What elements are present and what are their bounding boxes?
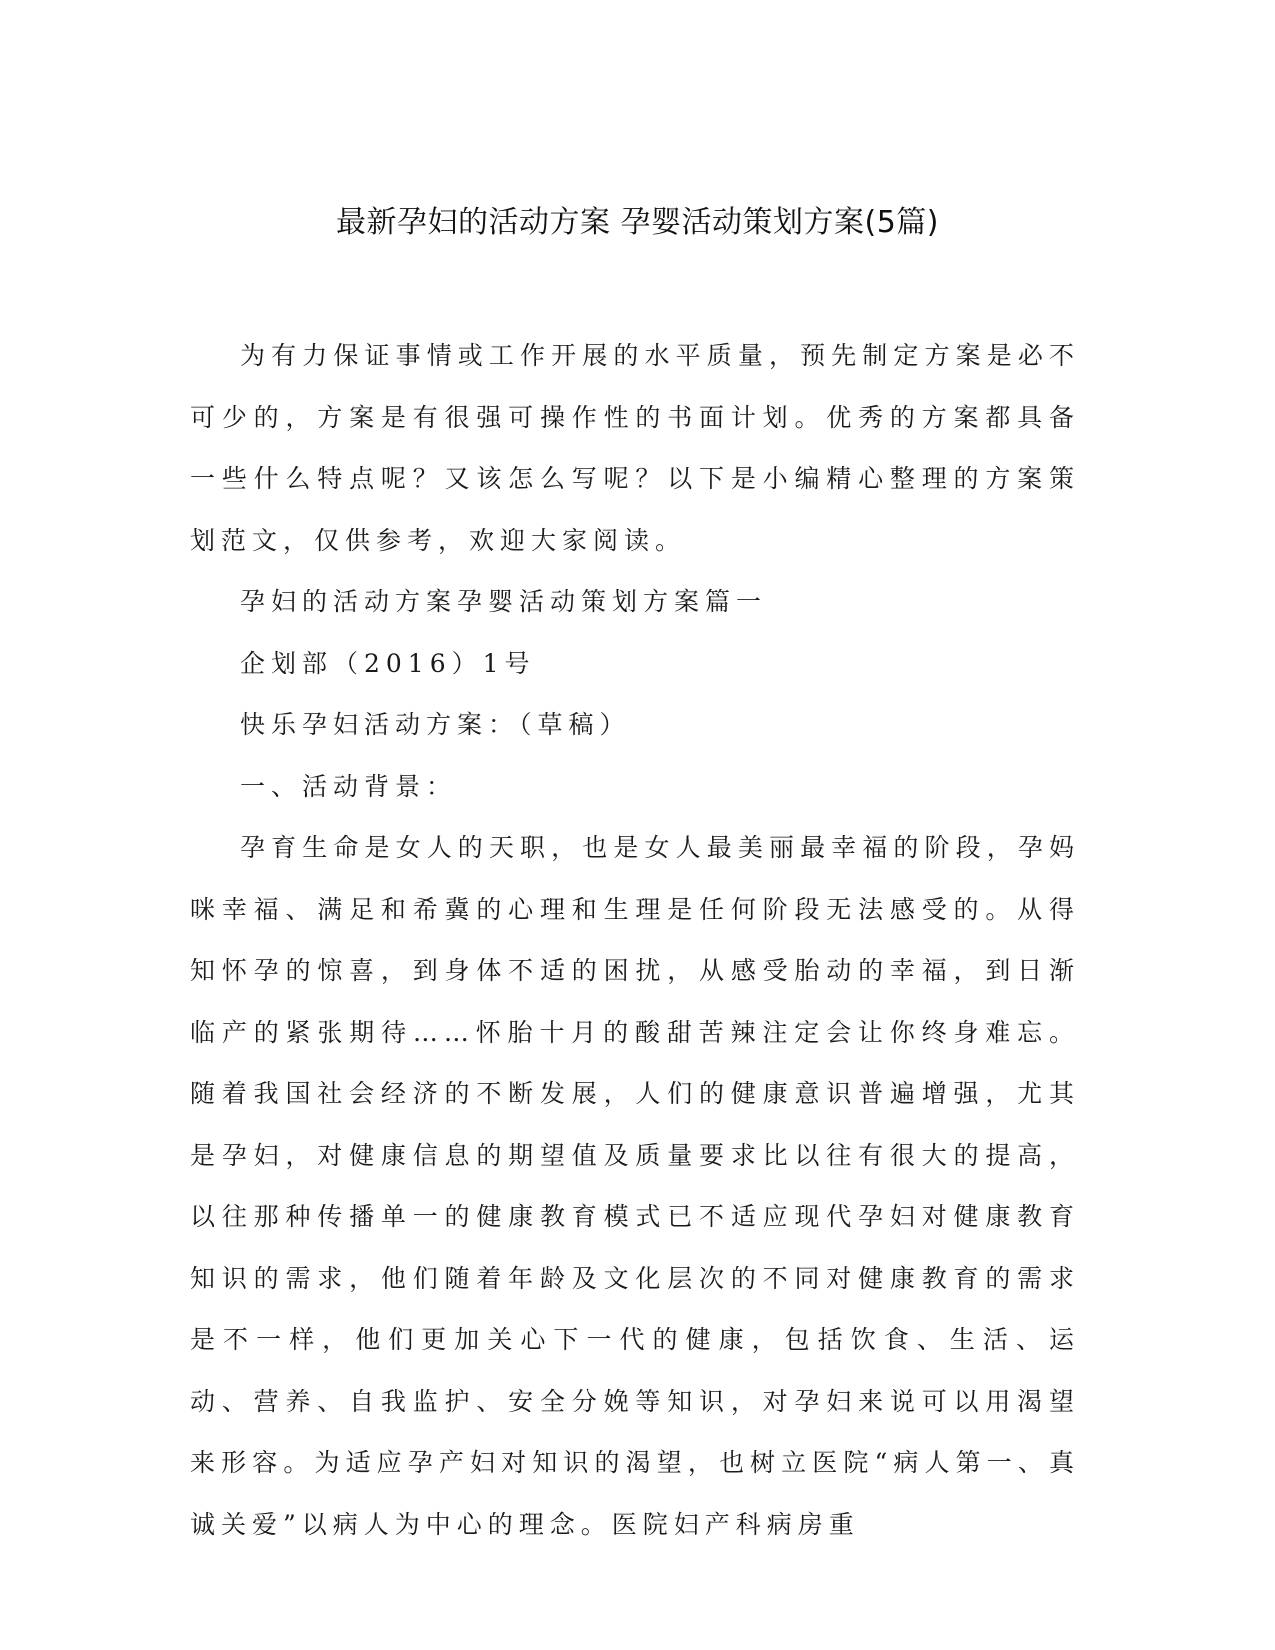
subheading-background: 一、活动背景： [240,771,458,801]
intro-block [190,325,1080,571]
plan-name: 快乐孕妇活动方案：（草稿） [240,710,631,739]
document-number: 企划部（2016）1号 [240,648,536,678]
background-paragraph: 孕育生命是女人的天职，也是女人最美丽最幸福的阶段，孕妈咪幸福、满足和希冀的心理和生理是任何阶段无法感受的。从得知怀孕的惊喜，到身体不适的困扰，从感受胎动的幸福，到日渐临产的紧张期待……怀胎十月的酸甜苦辣注定会让你终身难忘。随着我国社会经济的不断发展，人们的健康意识普遍增强，尤其是孕妇，对健康信息的期望值及质量要求比以往有很大的提高，以往那种传播单一的健康教育模式已不适应现代孕妇对健康教育知识的需求，他们随着年龄及文化层次的不同对健康教育的需求是不一样，他们更加关心下一代的健康，包括饮食、生活、运动、营养、自我监护、安全分娩等知识，对孕妇来说可以用渴望来形容。为适应孕产妇对知识的渴望，也树立医院“病人第一、真诚关爱”以病人为中心的理念。医院妇产科病房重 [190,833,1080,1539]
section-heading: 孕妇的活动方案孕婴活动策划方案篇一 [240,587,768,616]
heading-block [190,571,1080,817]
background-block [190,817,1080,1555]
intro-paragraph: 为有力保证事情或工作开展的水平质量，预先制定方案是必不可少的，方案是有很强可操作性的书面计划。优秀的方案都具备一些什么特点呢？又该怎么写呢？以下是小编精心整理的方案策划范文，仅供参考，欢迎大家阅读。 [190,341,1080,555]
document-title: 最新孕妇的活动方案 孕婴活动策划方案(5篇) [335,205,940,240]
